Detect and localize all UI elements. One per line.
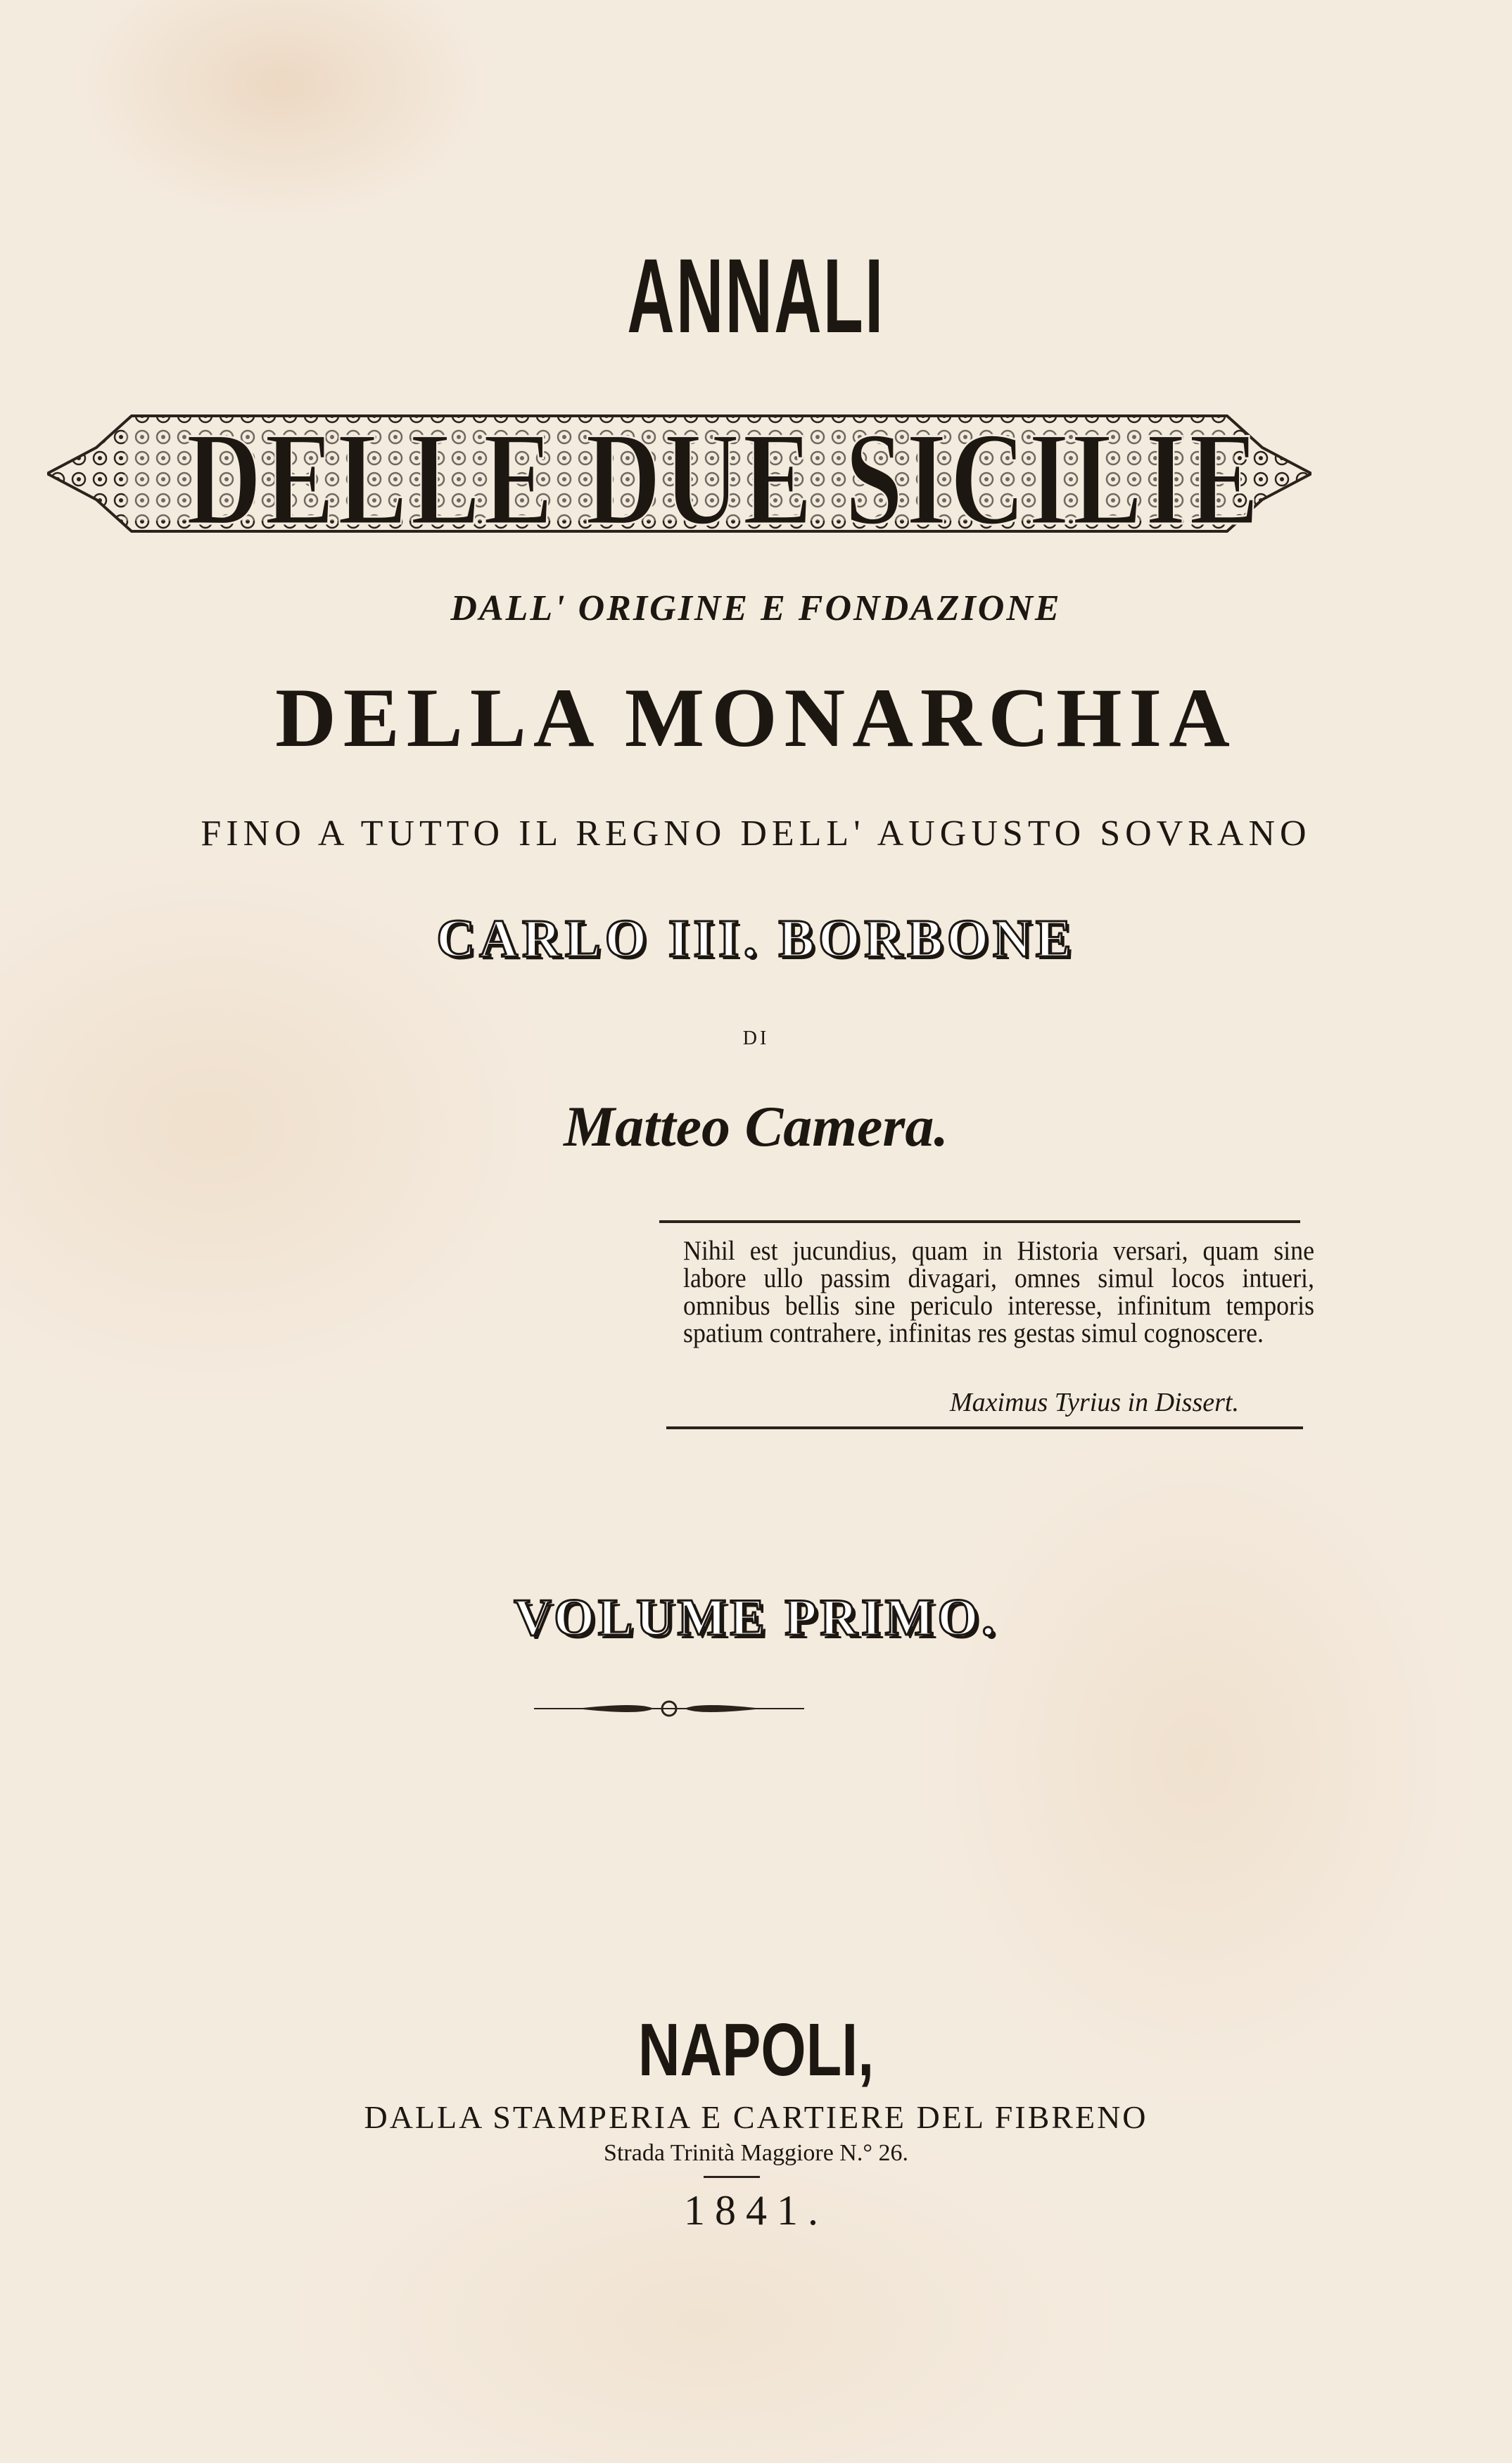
imprint-printer: DALLA STAMPERIA E CARTIERE DEL FIBRENO [364,2099,1148,2135]
epigraph-bottom-rule [666,1426,1303,1429]
by-label: DI [742,1027,770,1049]
epigraph-attribution: Maximus Tyrius in Dissert. [950,1388,1239,1417]
volume-label: VOLUME PRIMO. [514,1589,998,1647]
author-name: Matteo Camera. [564,1094,948,1158]
title-banner [47,405,1311,553]
subtitle-reign: FINO A TUTTO IL REGNO DELL' AUGUSTO SOVRANO [201,813,1311,854]
epigraph-text: Nihil est jucundius, quam in Historia versari, quam sine labore ullo passim divagari, omnes simul locos intueri, omnibus bellis sine periculo interesse, infinitum temporis spatium contrahere, infinitas res gestas simul cognoscere. [683,1236,1314,1348]
subtitle-monarchia: DELLA MONARCHIA [275,671,1237,764]
subtitle-origin: DALL' ORIGINE E FONDAZIONE [450,588,1062,628]
ornament-divider-icon [534,1699,804,1718]
imprint-address: Strada Trinità Maggiore N.° 26. [604,2140,908,2166]
epigraph-top-rule [659,1220,1300,1223]
sovereign-name: CARLO III. BORBONE [436,909,1076,968]
imprint-short-rule [704,2176,760,2178]
title-annali: ANNALI [627,236,885,355]
imprint-year: 1841. [684,2187,828,2234]
imprint-city: NAPOLI, [637,2008,875,2091]
title-delle-due-sicilie: DELLE DUE SICILIE [186,405,1262,553]
